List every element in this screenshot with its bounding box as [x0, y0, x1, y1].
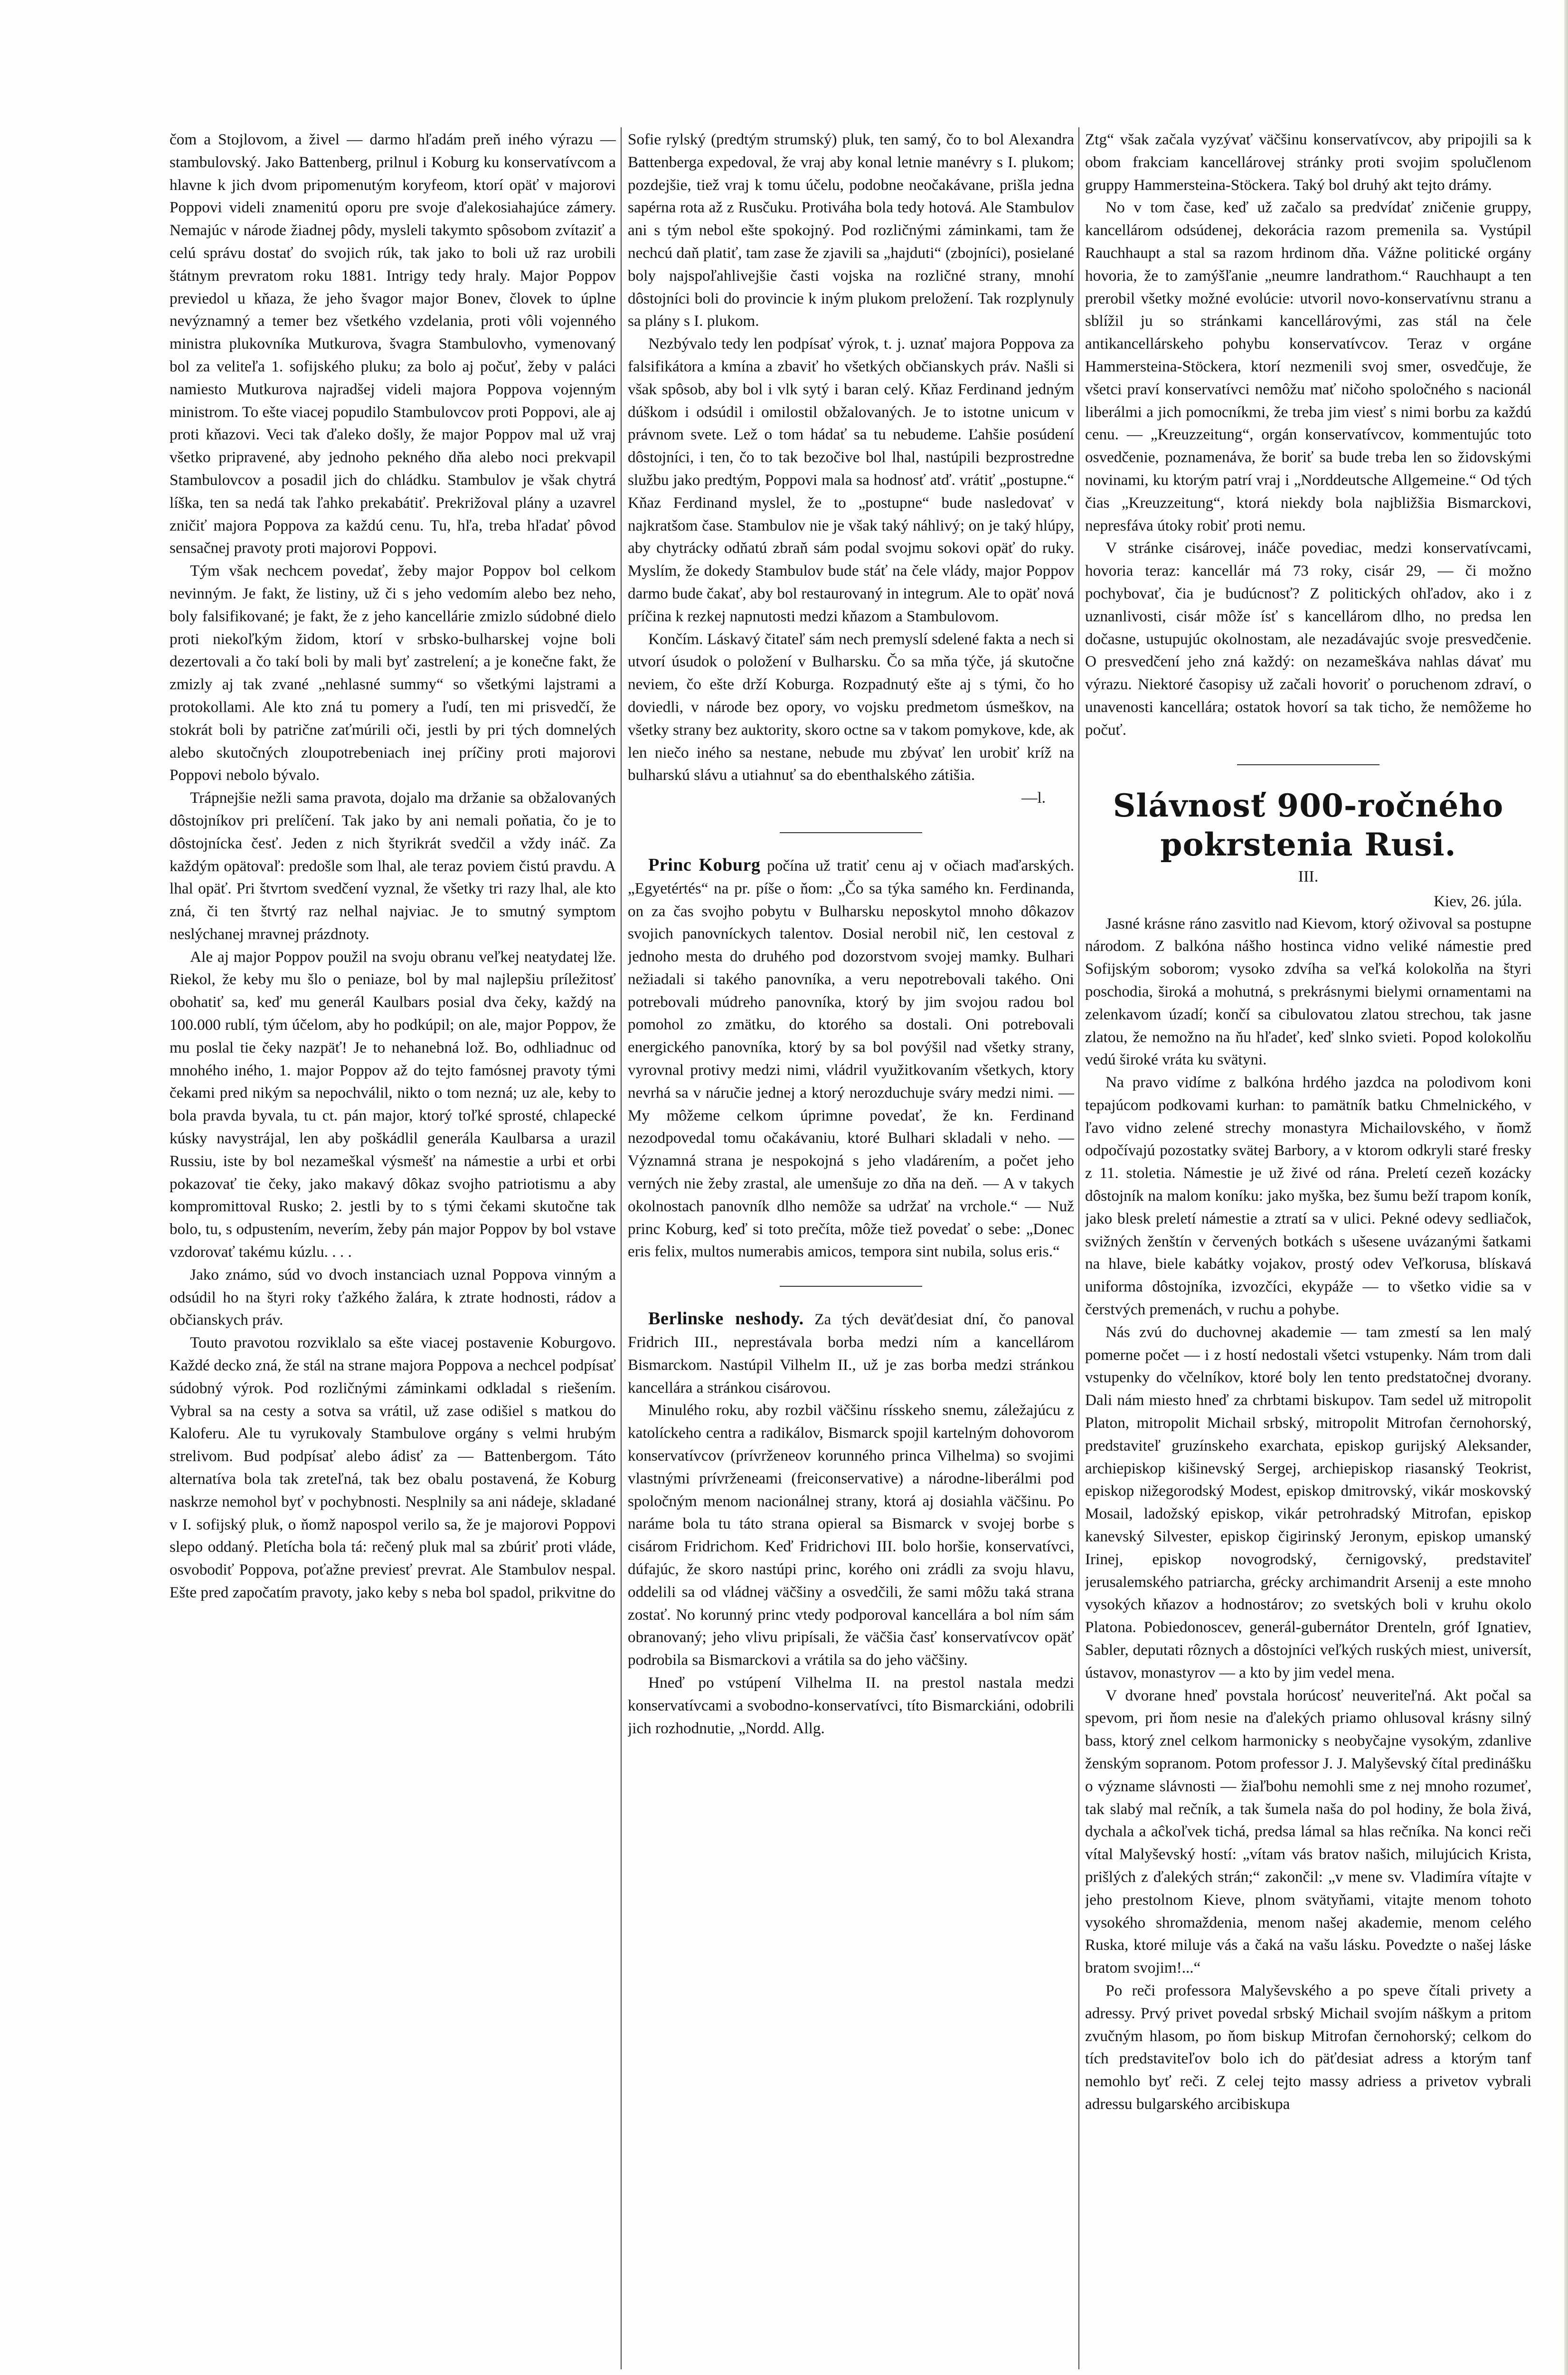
news-kicker: Berlinske neshody. — [648, 1309, 804, 1329]
section-separator — [1237, 764, 1379, 765]
article-paragraph: Na pravo vidíme z balkóna hrdého jazdca na polodivom koni tepajúcom podkovami kurhan: to pamätník batku Chmelnického, v ľavo vidno zelené strechy monastyra Michailovského, v ňomž odpočívajú pozostatky svätej Barbory, a v ktorom odkryli staré fresky z 11. stoletia. Námestie je už živé od rána. Preletí cezeň kozácky dôstojník na malom koníku: jako myška, bez šumu beží trapom koník, jako blesk preletí námestie a ztratí sa v ulici. Pekné odevy sedliačok, svižných ženštín v červených botkách s ušesene uvázanými šatkami na hlave, biele kabátky vojakov, prostý odev Veľkorusa, blískavá uniforma dôstojníka, izvozčíci, ekypáže — to všetko vidie sa v čerstvých premenách, v ruchu a pohybe. — [1085, 1074, 1531, 1319]
column-divider — [621, 127, 622, 2369]
article-paragraph: Nezbývalo tedy len podpísať výrok, t. j. uznať majora Poppova za falsifikátora a kmína a zbaviť ho všetkých občianskych práv. Našli si však spôsob, aby bol i vlk sytý i baran celý. Kňaz Ferdinand jedným dúškom i odsúdil i omilostil obžalovaných. Je to istotne unicum v právnom svete. Lež o tom hádať sa tu nebudeme. Ľahšie posúdení dôstojníci, i ten, čo to tak bezočive bol lhal, nastúpili bezprostredne službu jako predtým, Poppovi mala sa hodnosť atď. vrátiť „postupne.“ Kňaz Ferdinand myslel, že to „postupne“ bude nasledovať v najkratšom čase. Stambulov nie je však taký náhlivý; on je taký hlúpy, aby chytrácky odňatú zbraň sám podal svojmu sokovi opäť do ruky. Myslím, že dokedy Stambulov bude stáť na čele vlády, major Poppov darmo bude čakať, aby bol restaurovaný in integrum. Ale to opäť nová príčina k rezkej napnutosti medzi kňazom a Stambulovom. — [628, 335, 1074, 625]
article-paragraph: Končím. Láskavý čitateľ sám nech premyslí sdelené fakta a nech si utvorí úsudok o položení v Bulharsku. Čo sa mňa týče, já skutočne neviem, čo ešte drží Koburga. Rozpadnutý ešte aj s tými, čo ho doviedli, v národe bez opory, vo vojsku predmetom úsmeškov, na všetky strany bez auktority, skoro octne sa v takom pomykove, kde, ak len niečo iného sa nestane, nebude mu zbývať len urobiť kríž na bulharskú slávu a utiahnuť sa do ebenthalského zátišia. — [628, 630, 1074, 784]
column-divider — [1078, 127, 1079, 2369]
feature-part-number: III. — [1298, 867, 1319, 885]
article-paragraph: Jako známo, súd vo dvoch instanciach uznal Poppova vinným a odsúdil ho na štyri roky ťažkého žalára, k ztrate hodnosti, rádov a občianskych práv. — [170, 1265, 616, 1329]
article-signature: —l. — [1021, 789, 1046, 807]
article-paragraph: No v tom čase, keď už začalo sa predvídať zničenie gruppy, kancellárom odsúdenej, dekorácia razom premenila sa. Vystúpil Rauchhaupt a stal sa razom hrdinom dňa. Vážne politické orgány hovoria, že to zamýšľanie „neumre landrathom.“ Rauchhaupt a ten prerobil všetky možné evolúcie: utvoril novo-konservatívnu stranu a sblížil ju so stránkami kancellárovými, zas stál na čele antikancellárskeho pohybu konservatívcov. Teraz v orgáne Hammersteina-Stöckera, ktorí nezmenili svoj smer, osvedčuje, že všetci praví konservatívci nemôžu mať ničoho spoločného s nacionál liberálmi a jich pomocníkmi, že treba jim viesť s nimi borbu za každú cenu. — „Kreuzzeitung“, orgán konservatívcov, kommentujúc toto osvedčenie, poznamenáva, že boriť sa bude treba len so židovskými novinami, ku ktorým patrí vraj i „Norddeutsche Allgemeine.“ Od tých čias „Kreuzzeitung“, ktorá niekdy bola najbližšia Bismarckovi, nepresfáva útoky robiť proti nemu. — [1085, 199, 1531, 534]
scan-edge-shadow — [1564, 0, 1568, 2375]
article-paragraph: Hneď po vstúpení Vilhelma II. na prestol nastala medzi konservatívcami a svobodno-konservatívci, títo Bismarckiáni, odobrili jich rozhodnutie, „Nordd. Allg. — [628, 1674, 1074, 1737]
article-paragraph: Touto pravotou rozviklalo sa ešte viacej postavenie Koburgovo. Každé decko zná, že stál na strane majora Poppova a nechcel podpísať súdobný výrok. Pod rozličnými záminkami odkladal s riešením. Vybral sa na cesty a sotva sa vrátil, už zase odišiel s matkou do Kaloferu. Ale tu vyrukovaly Stambulove orgány s velmi hrubým strelivom. Bud podpísať alebo ádisť za — Battenbergom. Táto alternatíva bola tak zreteľná, tak bez obalu postavená, že Koburg naskrze nemohol byť v pochybnosti. Nesplnily sa ani nádeje, skladané v I. sofijský pluk, o ňomž napospol verilo sa, že je majorovi Poppovi slepo oddaný. Pletícha bola tá: rečený pluk mal sa zbúriť proti vláde, osvobodiť Poppova, poťažne previesť prevrat. Ale Stambulov nespal. Ešte pred započatím pravoty, jako keby s neba bol spadol, prikvitne do — [170, 1334, 616, 1601]
section-separator — [780, 1286, 922, 1287]
article-paragraph: Nás zvú do duchovnej akademie — tam zmestí sa len malý pomerne počet — i z hostí nedostali všetci vstupenky. Nám trom dali vstupenky do včelníkov, ktoré boly len tento predstatočnej dvorany. Dali nám miesto hneď za chrbtami biskupov. Tam sedel už mitropolit Platon, mitropolit Michail srbský, mitropolit Mitrofan černohorský, predstaviteľ gruzínskeho exarchata, episkop gurijský Aleksander, archiepiskop kišinevský Sergej, archiepiskop riasanský Teokrist, episkop nižegorodský Modest, episkop dmitrovský, vikár moskovský Mosail, ladožský episkop, vikár petrohradský Mitrofan, episkop kanevský Silvester, episkop čigirinský Jeronym, episkop umanský Irinej, episkop novogrodský, černigovský, predstaviteľ jerusalemského patriarcha, grécky archimandrit Arsenij a este mnoho vysokých kňazov a hodnostárov; zo svetských boli v kruhu okolo Platona. Pobiedonoscev, generál-gubernátor Drenteln, gróf Ignatiev, Sabler, deputati rôznych a dôstojníci veľkých ruských miest, universít, ústavov, monastyrov — a kto by jim vedel mena. — [1085, 1323, 1531, 1682]
column-left — [170, 128, 616, 2361]
article-paragraph: čom a Stojlovom, a živel — darmo hľadám preň iného výrazu — stambulovský. Jako Battenberg, prilnul i Koburg ku konservatívcom a hlavne k jich dvom pripomenutým koryfeom, ktorí opäť v majorovi Poppovi videli znamenitú oporu pre svoje ďalekosiahajúce zámery. Nemajúc v národe žiadnej pôdy, mysleli takymto spôsobom zvítaziť a celú správu dostať do svojich rúk, tak jako to boli už raz urobili štátnym prevratom roku 1881. Intrigy tedy hraly. Major Poppov previedol u kňaza, že jeho švagor major Bonev, človek to úplne nevýznamný a temer bez všetkého vzdelania, proti vôli vojenného ministra plukovníka Mutkurova, švagra Stambulovho, vymenovaný bol za veliteľa 1. sofijského pluku; za bolo aj počuť, žeby v paláci namiesto Mutkurova najradšej videli majora Poppova vojenným ministrom. To ešte viacej popudilo Stambulovcov proti Poppovi, ale aj proti kňazovi. Veci tak ďaleko došly, že major Poppov mal už vraj všetko pripravené, aby jednoho pekného dňa alebo noci prekvapil Stambulovcov a posadil jich do chládku. Stambulov je však chytrá líška, ten sa nedá tak ľahko prekabátiť. Prekrižoval plány a uzavrel zničiť majora Poppova za každú cenu. Tu, hľa, treba hľadať pôvod sensačnej pravoty proti majorovi Poppovi. — [170, 131, 616, 557]
dateline: Kiev, 26. júla. — [1434, 893, 1522, 910]
article-paragraph: Po reči professora Malyševského a po speve čítali privety a adressy. Prvý privet povedal srbský Michail svojím náškym a pritom zvučným hlasom, po ňom biskup Mitrofan černohorský; celkom do tích predstaviteľov bolo ich do päťdesiat adress a ktorým tanf nemohlo byť reči. Z celej tejto massy adriess a privetov vybrali adressu bulgarského arcibiskupa — [1085, 1981, 1531, 2113]
article-paragraph: V dvorane hneď povstala horúcosť neuveriteľná. Akt počal sa spevom, pri ňom nesie na ďalekých priamo ohlusoval krásny silný bass, ktorý znel celkom harmonicky s neobyčajne vysokým, zdanlive ženským sopranom. Potom professor J. J. Malyševský čítal predinášku o význame slávnosti — žiaľbohu nemohli sme z nej mnoho rozumeť, tak slabý mal rečník, a tak šumela naša do pol hodiny, že bola živá, dychala a aĉkoľvek tichá, predsa lámal sa hlas rečníka. Na konci reči vítal Malyševský hostí: „vítam vás bratov našich, milujúcich Krista, prišlých z ďalekých strán;“ zakončil: „v mene sv. Vladimíra vítajte v jeho prestolnom Kieve, plnom svätyňami, vitajte menom tohoto vysokého shromaždenia, menom našej akademie, menom celého Ruska, ktoré miluje vás a čaká na vašu lásku. Povedzte o našej láske bratom svojim!...“ — [1085, 1686, 1531, 1977]
news-item-berlin — [628, 1308, 1074, 1399]
column-right — [1085, 128, 1531, 2361]
news-item-koburg — [628, 854, 1074, 1263]
article-paragraph: Trápnejšie nežli sama pravota, dojalo ma držanie sa obžalovaných dôstojníkov pri prelíčení. Tak jako by ani nemali poňatia, čo je to dôstojnícka česť. Jeden z nich štyrikrát svedčil a vždy ináč. Za každým opätovaľ: predošle som lhal, ale teraz poviem čistú pravdu. A lhal opäť. Pri štvrtom svedčení vyznal, že všetky tri razy lhal, ale kto zná, či ten štvrtý raz nelhal najviac. Je to smutný symptom neslýchanej mravnej prázdnoty. — [170, 789, 616, 943]
article-paragraph: Jasné krásne ráno zasvitlo nad Kievom, ktorý oživoval sa postupne národom. Z balkóna nášho hostinca vidno veliké námestie pred Sofijským soborom; vysoko zdvíha sa veľká kolokolňa na štyri poschodia, široká a mohutná, s prekrásnymi bielymi ornamentami na zelenkavom úzadí; končí sa cibulovatou zlatou strechou, tak jasne zlatou, že nemožno na ňu hľadeť, keď slnko svieti. Popod kolokolňu vedú široké vráta ku svätyni. — [1085, 914, 1531, 1069]
section-separator — [780, 832, 922, 833]
column-middle — [628, 128, 1074, 2361]
news-text: Za tých deväťdesiat dní, čo panoval Fridrich III., neprestávala borba medzi ním a kancellárom Bismarckom. Nastúpil Vilhelm II., už je zas borba medzi stránkou kancellára a stránkou cisárovou. — [628, 1311, 1074, 1396]
feature-headline: Slávnosť 900-ročného pokrstenia Rusi. — [1113, 787, 1504, 863]
article-paragraph: Ale aj major Poppov použil na svoju obranu veľkej neatydatej lže. Riekol, že keby mu šlo o peniaze, bol by mal najlepšiu príležitosť obohatiť sa, keď mu generál Kaulbars posial dva čeky, každý na 100.000 rublí, tým účelom, aby ho podkúpil; on ale, major Poppov, že mu poslal tie čeky nazpäť! Je to nehanebná lož. Bo, odhliadnuc od mnohého iného, 1. major Poppov až do tejto famósnej pravoty tými čekami pred nikým sa nepochválil, nikto o tom nezná; uz ale, keby to bola pravda byvala, tu ct. pán major, ktorý toľké sprosté, chlapecké kúsky navystrájal, len aby poškádlil generála Kaulbarsa a urazil Russiu, iste by bol nezameškal výsmešť na námestie a urbi et orbi pokazovať tie čeky, jako makavý dôkaz svojho patriotismu a aby kompromittoval Rusko; 2. jestli by to s tými čekami skutočne tak bolo, tu, s odpustením, neverím, žeby pán major Poppov by bol vstave vzdorovať takému kúzlu. . . . — [170, 948, 616, 1261]
news-text: počína už tratiť cenu aj v očiach maďarských. „Egyetértés“ na pr. píše o ňom: „Čo sa týka samého kn. Ferdinanda, on za čas svojho pobytu v Bulharsku neposkytol mnoho dôkazov svojich panovníckych talentov. Dosial nerobil nič, len cestoval z jednoho mesta do druhého pod dozorstvom svojej mamky. Bulhari nežiadali si takého panovníka, a veru nepotrebovali takého. Oni potrebovali múdreho panovníka, ktorý by jim svojou radou bol pomohol zo zmätku, do ktorého sa dostali. Oni potrebovali energického panovníka, ktorý by sa bol povýšil nad všetky strany, vyrovnal protivy medzi nimi, vládril využitkovaním všetkych, ktory nevrhá sa v náručie jednej a ktorý nerozduchuje sváry medzi nimi. — My môžeme celkom úprimne povedať, že kn. Ferdinand nezodpovedal tomu očakávaniu, ktoré Bulhari skladali v neho. — Významná strana je nespokojná s jeho vladárením, a počet jeho verných nie žeby zrastal, ale umenšuje zo dňa na deň. — A v takych okolnostach panovník dlho nemôže sa udržať na vrchole.“ — Nuž princ Koburg, keď si toto prečíta, môže tiež povedať o sebe: „Donec eris felix, multos numerabis amicos, tempora sint nubila, solus eris.“ — [628, 856, 1074, 1261]
article-paragraph: Ztg“ však začala vyzývať väčšinu konservatívcov, aby pripojili sa k obom frakciam kancellárovej stránky proti svojim spolučlenom gruppy Hammersteina-Stöckera. Taký bol druhý akt tejto drámy. — [1085, 131, 1531, 194]
news-kicker: Princ Koburg — [648, 855, 761, 875]
article-paragraph: Minulého roku, aby rozbil väčšinu rísskeho snemu, záležajúcu z katolíckeho centra a radikálov, Bismarck spojil kartelným dohovorom konservatívcov (prívrženeov korunného princa Vilhelma) so svojimi vlastnými prívrženeami (freiconservative) a národne-liberálmi pod spoločným menom nacionálnej strany, ktorá aj dosiahla väčšinu. Po naráme bola tu táto strana opieral sa Bismarck v svojej borbe s cisárom Fridrichom. Keď Fridrichovi III. bolo horšie, konservatívci, dúfajúc, že skoro nastúpi princ, korého oni zrádli za svoju hlavu, oddelili sa od vládnej väčšiny a osvedčili, že sami môžu taká strana zostať. No korunný princ vtedy podporoval kancellára a bol ním sám obranovaný; jeho vlivu pripísali, že väčšia časť konservatívcov opäť podrobila sa Bismarckovi a vrátila sa do jeho väčšiny. — [628, 1401, 1074, 1669]
article-paragraph: Tým však nechcem povedať, žeby major Poppov bol celkom nevinným. Je fakt, že listiny, už či s jeho vedomím alebo bez neho, boly falsifikované; je fakt, že z jeho kancellárie zmizlo súdobné dielo proti niekoľkým židom, ktorí v srbsko-bulharskej vojne boli dezertovali a čo takí boli by mali byť zastrelení; a je konečne fakt, že zmizly aj tak zvané „nehlasné summy“ so všetkými lajstrami a protokollami. Ale kto zná tu pomery a ľudí, ten mi prisvedčí, že stokrát boli by patrične zaťmúrili oči, jestli by pri tých domnelých alebo skutočných zloupotrebeniach inej príčiny proti majorovi Poppovi nebolo bývalo. — [170, 562, 616, 784]
article-paragraph: V stránke cisárovej, ináče povediac, medzi konservatívcami, hovoria teraz: kancellár má 73 roky, cisár 29, — či možno pochybovať, čia je budúcnosť? Z politických ohľadov, ako i z uznanlivosti, cisár môže ísť s kancellárom dlho, no predsa len dočasne, ustupujúc okolnostam, ale nezadávajúc svoje presvedčenie. O presvedčení jeho zná každý: on nezameškáva nahlas dávať mu výrazu. Niektoré časopisy už začali hovoriť o poruchenom zdraví, o unavenosti kancellára; ostatok hovorí sa tak ticho, že nemôžeme ho počuť. — [1085, 539, 1531, 739]
article-paragraph: Sofie rylský (predtým strumský) pluk, ten samý, čo to bol Alexandra Battenberga expedoval, že vraj aby konal letnie manévry s I. plukom; pozdejšie, tiež vraj k tomu účelu, podobne neočakávane, prišla jedna sapérna rota až z Rusčuku. Protiváha bola tedy hotová. Ale Stambulov ani s tým nebol ešte spokojný. Pod rozličnými záminkami, tam že nechcú daň platiť, tam zase že zjavili sa „hajduti“ (zbojníci), posielané boly najspoľahlivejšie časti vojska na rozličné strany, mnohí dôstojníci boli do provincie k iným plukom preložení. Tak rozplynuly sa plány s I. plukom. — [628, 131, 1074, 330]
